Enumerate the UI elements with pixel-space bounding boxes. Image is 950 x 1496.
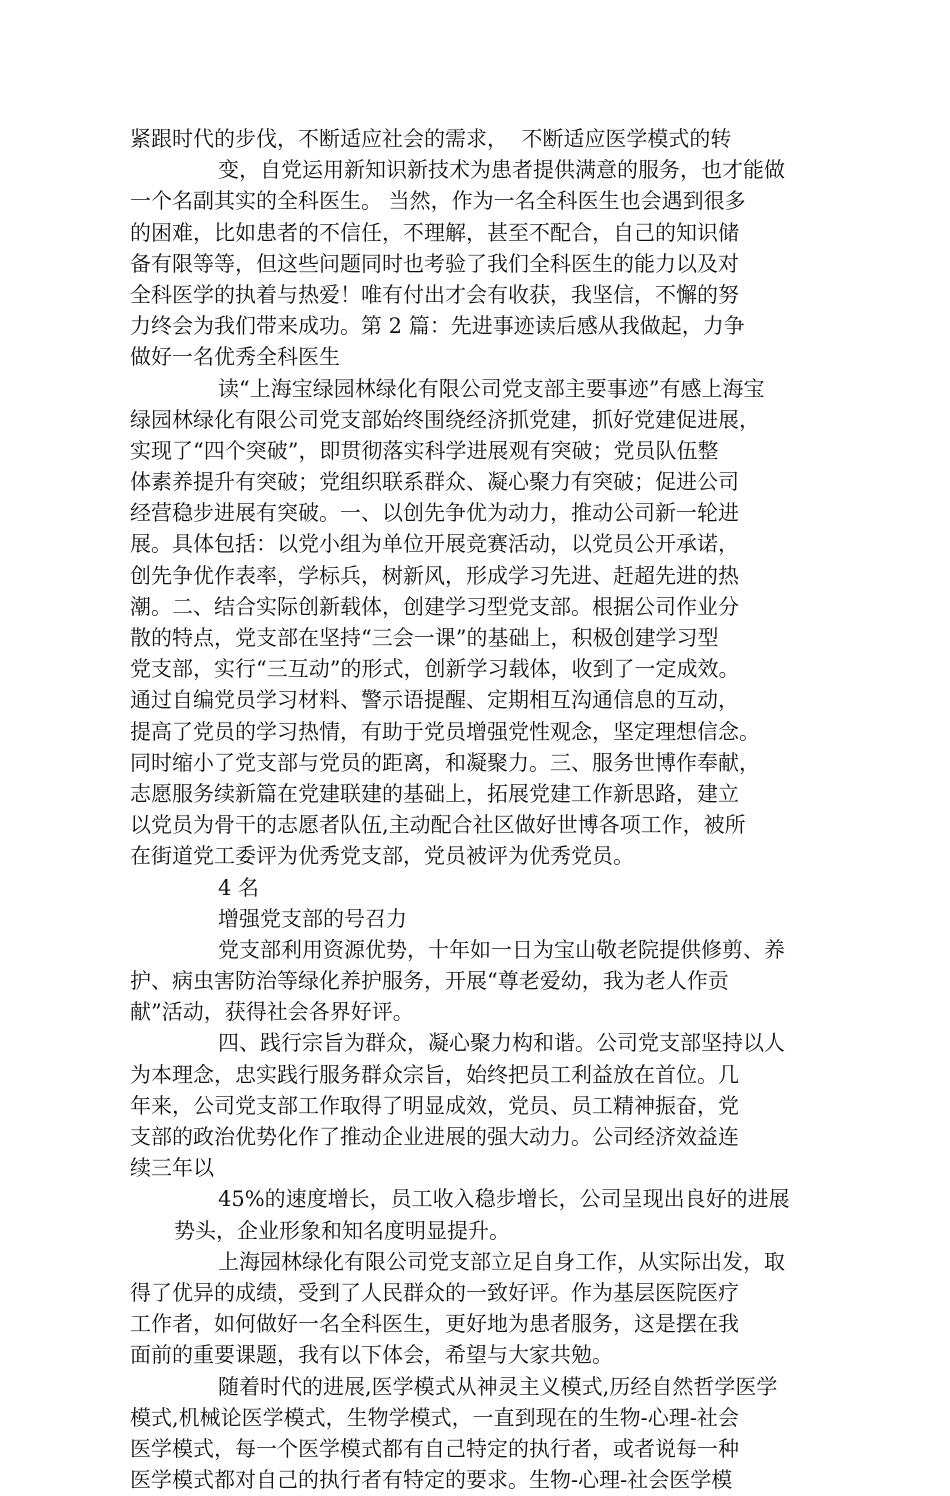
text-line: 上海园林绿化有限公司党支部立足自身工作，从实际出发，取 — [218, 1249, 785, 1274]
text-line: 护、病虫害防治等绿化养护服务，开展“尊老爱幼，我为老人作贡 — [130, 969, 729, 994]
text-line: 工作者，如何做好一名全科医生，更好地为患者服务，这是摆在我 — [130, 1312, 739, 1337]
text-line: 力终会为我们带来成功。第 2 篇：先进事迹读后感从我做起，力争 — [130, 314, 745, 339]
text-line: 党支部，实行“三互动”的形式，创新学习载体，收到了一定成效。 — [130, 657, 740, 682]
text-line: 展。具体包括：以党小组为单位开展竞赛活动，以党员公开承诺， — [130, 532, 739, 557]
text-line: 潮。二、结合实际创新载体，创建学习型党支部。根据公司作业分 — [130, 594, 739, 619]
text-line: 体素养提升有突破；党组织联系群众、凝心聚力有突破；促进公司 — [130, 470, 739, 495]
text-line: 45%的速度增长，员工收入稳步增长，公司呈现出良好的进展 — [218, 1187, 790, 1212]
text-line: 医学模式都对自己的执行者有特定的要求。生物-心理-社会医学模 — [130, 1468, 733, 1493]
text-line: 绿园林绿化有限公司党支部始终围绕经济抓党建，抓好党建促进展， — [130, 407, 760, 432]
text-line: 势头，企业形象和知名度明显提升。 — [174, 1218, 510, 1243]
text-line: 年来，公司党支部工作取得了明显成效，党员、员工精神振奋，党 — [130, 1093, 739, 1118]
text-line: 的困难，比如患者的不信任，不理解，甚至不配合，自己的知识储 — [130, 220, 739, 245]
text-line: 读“上海宝绿园林绿化有限公司党支部主要事迹”有感上海宝 — [218, 376, 765, 401]
text-line: 4 名 — [218, 875, 260, 900]
text-line: 提高了党员的学习热情，有助于党员增强党性观念，坚定理想信念。 — [130, 719, 760, 744]
text-line: 紧跟时代的步伐，不断适应社会的需求， 不断适应医学模式的转 — [130, 127, 732, 151]
text-line: 散的特点，党支部在坚持“三会一课”的基础上，积极创建学习型 — [130, 626, 719, 650]
text-line: 以党员为骨干的志愿者队伍,主动配合社区做好世博各项工作，被所 — [130, 813, 746, 838]
text-line: 实现了“四个突破”，即贯彻落实科学进展观有突破；党员队伍整 — [130, 438, 719, 463]
text-line: 模式,机械论医学模式，生物学模式，一直到现在的生物-心理-社会 — [130, 1405, 739, 1430]
text-line: 变，自党运用新知识新技术为患者提供满意的服务，也才能做 — [218, 158, 785, 183]
text-line: 为本理念，忠实践行服务群众宗旨，始终把员工利益放在首位。几 — [130, 1062, 739, 1087]
text-line: 通过自编党员学习材料、警示语提醒、定期相互沟通信息的互动， — [130, 688, 739, 713]
text-line: 续三年以 — [130, 1156, 214, 1181]
text-line: 面前的重要课题，我有以下体会，希望与大家共勉。 — [130, 1343, 613, 1368]
text-line: 医学模式，每一个医学模式都有自己特定的执行者，或者说每一种 — [130, 1436, 739, 1461]
text-line: 增强党支部的号召力 — [218, 906, 407, 931]
text-line: 一个名副其实的全科医生。 当然，作为一名全科医生也会遇到很多 — [130, 189, 746, 214]
text-line: 全科医学的执着与热爱！唯有付出才会有收获，我坚信，不懈的努 — [130, 282, 739, 307]
text-line: 志愿服务续新篇在党建联建的基础上，拓展党建工作新思路，建立 — [130, 781, 739, 806]
text-line: 支部的政治优势化作了推动企业进展的强大动力。公司经济效益连 — [130, 1125, 739, 1149]
document-body — [130, 124, 830, 1496]
text-line: 四、践行宗旨为群众，凝心聚力构和谐。公司党支部坚持以人 — [218, 1031, 785, 1056]
text-line: 做好一名优秀全科医生 — [130, 345, 340, 370]
text-line: 随着时代的进展,医学模式从神灵主义模式,历经自然哲学医学 — [218, 1374, 778, 1399]
text-line: 同时缩小了党支部与党员的距离，和凝聚力。三、服务世博作奉献， — [130, 750, 760, 775]
text-line: 备有限等等，但这些问题同时也考验了我们全科医生的能力以及对 — [130, 251, 739, 276]
text-line: 创先争优作表率，学标兵，树新风，形成学习先进、赶超先进的热 — [130, 563, 739, 588]
text-line: 在街道党工委评为优秀党支部，党员被评为优秀党员。 — [130, 844, 634, 869]
text-line: 党支部利用资源优势，十年如一日为宝山敬老院提供修剪、养 — [218, 937, 785, 962]
text-line: 献”活动，获得社会各界好评。 — [130, 1000, 414, 1025]
text-line: 得了优异的成绩，受到了人民群众的一致好评。作为基层医院医疗 — [130, 1280, 739, 1305]
text-line: 经营稳步进展有突破。一、以创先争优为动力，推动公司新一轮进 — [130, 501, 739, 526]
